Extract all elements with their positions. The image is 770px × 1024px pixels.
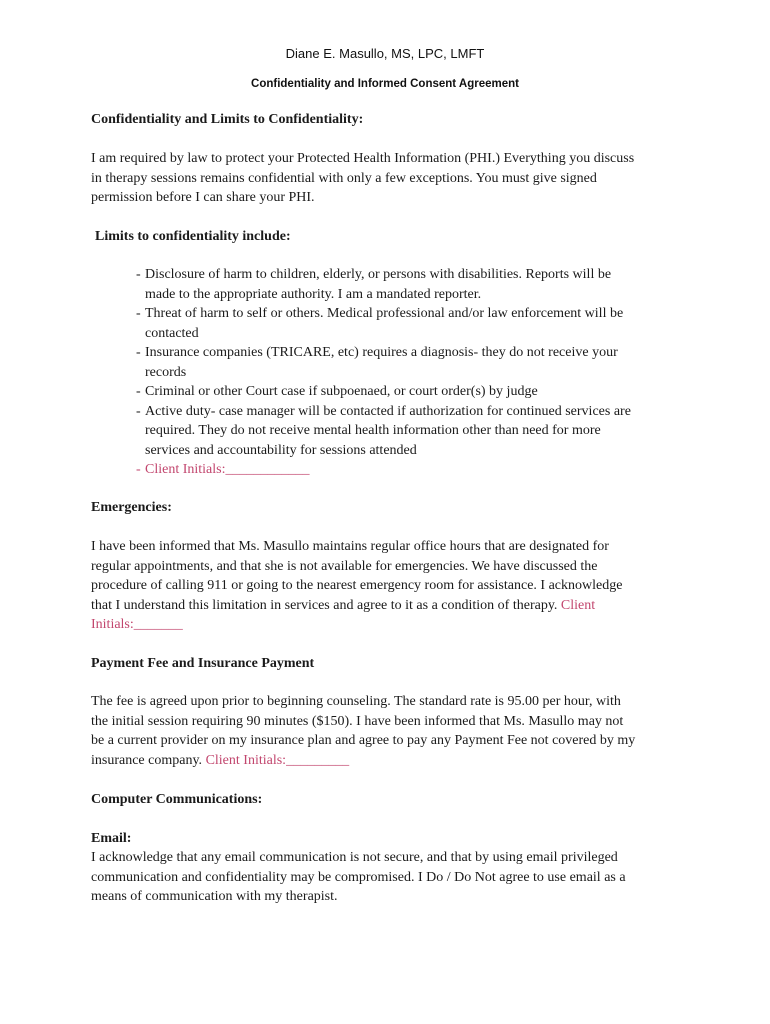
- paragraph-line: I have been informed that Ms. Masullo maintains regular office hours that are designated for: [91, 539, 609, 554]
- confidentiality-heading: Confidentiality and Limits to Confidentiality:: [91, 112, 364, 127]
- payment-heading: Payment Fee and Insurance Payment: [91, 656, 315, 671]
- paragraph-line: I am required by law to protect your Protected Health Information (PHI.) Everything you discuss: [91, 151, 635, 166]
- list-dash: -: [136, 403, 141, 419]
- paragraph-line: procedure of calling 911 or going to the nearest emergency room for assistance. I acknowledge: [91, 578, 623, 593]
- confidentiality-paragraph: [91, 149, 691, 208]
- computer-communications-heading: Computer Communications:: [91, 792, 263, 807]
- paragraph-line: I acknowledge that any email communication is not secure, and that by using email privileged: [91, 850, 618, 865]
- emergencies-paragraph: [91, 537, 691, 635]
- list-dash: -: [136, 345, 141, 360]
- list-dash: -: [136, 267, 141, 282]
- client-initials-field[interactable]: [136, 460, 696, 480]
- list-item-line: Active duty- case manager will be contacted if authorization for continued services are: [145, 403, 631, 419]
- list-item: [136, 343, 696, 382]
- paragraph-line: permission before I can share your PHI.: [91, 190, 315, 205]
- paragraph-line-text: that I understand this limitation in services and agree to it as a condition of therapy.: [91, 597, 558, 613]
- list-item: [136, 402, 696, 461]
- list-item-line: Threat of harm to self or others. Medical professional and/or law enforcement will be: [145, 306, 624, 321]
- list-item-line: contacted: [145, 325, 199, 341]
- list-item-line: records: [145, 364, 187, 380]
- emergencies-heading: Emergencies:: [91, 500, 172, 515]
- paragraph-line: regular appointments, and that she is not available for emergencies. We have discussed the: [91, 558, 598, 574]
- list-item: [136, 304, 696, 343]
- list-item-line: required. They do not receive mental health information other than need for more: [145, 423, 601, 438]
- client-initials-label: Client Initials:: [145, 462, 226, 477]
- paragraph-line: communication and confidentiality may be compromised. I Do / Do Not agree to use email as a: [91, 869, 626, 885]
- list-dash: -: [136, 462, 141, 477]
- email-paragraph: [91, 848, 691, 907]
- client-initials-blank[interactable]: _________: [286, 752, 350, 768]
- list-item-line: services and accountability for sessions attended: [145, 442, 417, 458]
- client-initials-field[interactable]: [91, 615, 691, 635]
- payment-paragraph: [91, 692, 691, 770]
- paragraph-line: [91, 751, 691, 771]
- paragraph-line: be a current provider on my insurance plan and agree to pay any Payment Fee not covered by my: [91, 733, 636, 748]
- list-item-line: Disclosure of harm to children, elderly, or persons with disabilities. Reports will be: [145, 267, 612, 282]
- list-item-line: Criminal or other Court case if subpoenaed, or court order(s) by judge: [145, 384, 538, 399]
- paragraph-line: The fee is agreed upon prior to beginning counseling. The standard rate is 95.00 per hour, with: [91, 694, 621, 709]
- client-initials-field[interactable]: [206, 753, 350, 768]
- paragraph-line-text: insurance company.: [91, 752, 203, 768]
- list-dash: -: [136, 384, 141, 399]
- list-item-line: made to the appropriate authority. I am a mandated reporter.: [145, 286, 482, 302]
- client-initials-label: Client Initials:: [205, 752, 287, 768]
- limits-list: [136, 265, 696, 480]
- document-title: Confidentiality and Informed Consent Agreement: [251, 78, 519, 90]
- client-initials-label: Client: [560, 597, 596, 613]
- client-initials-blank[interactable]: ____________: [225, 462, 310, 477]
- paragraph-line: [91, 596, 691, 616]
- paragraph-line: the initial session requiring 90 minutes ($150). I have been informed that Ms. Masullo may not: [91, 713, 624, 729]
- paragraph-line: in therapy sessions remains confidential with only a few exceptions. You must give signed: [91, 170, 597, 186]
- list-item: [136, 265, 696, 304]
- limits-heading: Limits to confidentiality include:: [95, 229, 291, 244]
- client-initials-label: Initials:: [91, 617, 134, 632]
- paragraph-line: means of communication with my therapist.: [91, 889, 338, 904]
- client-initials-blank[interactable]: _______: [133, 617, 183, 632]
- list-item: [136, 382, 696, 402]
- email-heading: Email:: [91, 831, 132, 846]
- list-item-line: Insurance companies (TRICARE, etc) requires a diagnosis- they do not receive your: [145, 345, 618, 360]
- list-dash: -: [136, 306, 141, 321]
- author-name: Diane E. Masullo, MS, LPC, LMFT: [285, 46, 485, 61]
